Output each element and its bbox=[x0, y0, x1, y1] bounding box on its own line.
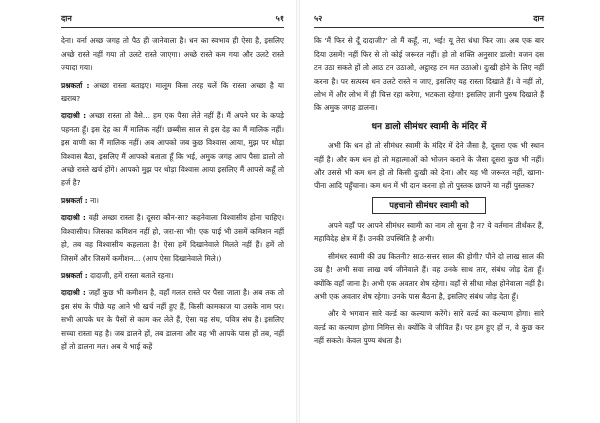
body-paragraph bbox=[314, 219, 544, 246]
dialogue-paragraph bbox=[61, 286, 284, 353]
speaker-label: दादाश्री : bbox=[61, 111, 87, 121]
right-page-number: ५२ bbox=[314, 14, 323, 23]
body-paragraph bbox=[314, 34, 544, 114]
paragraph-text: वही अच्छा रास्ता है। दूसरा कौन-सा? कहनेवाला विश्वासीय होना चाहिए। विश्वासीय। जिसका कमिशन नहीं हो, जरा-सा भी! एक पाई भी उसमें कमिशन नहीं हो, तब वह विश्वासीय कहलाता है! ऐसा हमें दिखानेवाले मिलते नहीं हैं। हमें तो जिसमें और जिसमें कमीशन... (आप ऐसा दिखानेवाले मिले।) bbox=[61, 213, 285, 263]
right-page-header bbox=[314, 12, 544, 28]
body-paragraph bbox=[314, 307, 544, 347]
dialogue-paragraph bbox=[61, 194, 284, 207]
paragraph-text: जहाँ कुछ भी कमीशन है, वहाँ गलत रास्ते पर पैसा जाता है। अब तक तो इस संघ के पीछे यह आने भी खर्च नहीं हुए हैं, किसी कामकाज या उसके नाम पर। सभी आपके घर के पैसों से काम कर लेते हैं, ऐसा यह संघ, पवित्र संघ है। इसलिए सच्चा रास्ता यह है। जब डालने हों, तब डालना और वह भी आपके पास हों तब, नहीं हों तो डालना मत। अब ये भाई कहें bbox=[61, 288, 285, 351]
left-page-header bbox=[61, 12, 284, 28]
dialogue-paragraph bbox=[61, 269, 284, 282]
right-page-body-bottom bbox=[314, 219, 544, 348]
body-paragraph bbox=[61, 34, 284, 74]
speaker-label: प्रश्नकर्ता : bbox=[61, 195, 88, 205]
dialogue-paragraph bbox=[61, 109, 284, 189]
paragraph-text: सीमंधर स्वामी की उम्र कितनी? साठ-सत्तर साल की होगी? पौने दो लाख साल की उम्र है! अभी सवा लाख वर्ष जीनेवाले हैं। वह उनके साथ तार, संबंध जोड़ देता हूँ। क्योंकि वहाँ जाना है। अभी एक अवतार शेष रहेगा। वहाँ से सीधा मोक्ष होनेवाला नहीं है। अभी एक अवतार शेष रहेगा। उनके पास बैठना है, इसलिए संबंध जोड़ देता हूँ। bbox=[314, 251, 544, 301]
paragraph-text: अपने यहाँ पर आपने सीमंधर स्वामी का नाम तो सुना है न? ये वर्तमान तीर्थंकर हैं, महाविदेह क्षेत्र में हैं। उनकी उपस्थिति है अभी। bbox=[314, 220, 544, 244]
left-page-number: ५१ bbox=[275, 14, 284, 23]
paragraph-text: और ये भगवान सारे वर्ल्ड का कल्याण करेंगे। सारे वर्ल्ड का कल्याण होगा। सारे वर्ल्ड का कल्याण होगा निमित्त से। क्योंकि वे जीवित हैं। पर हम हुए हों न, वे कुछ कर नहीं सकते। केवल पुण्य बंधता है। bbox=[314, 309, 544, 346]
dialogue-paragraph bbox=[61, 79, 284, 106]
paragraph-text: कि 'मैं फिर से दूँ दादाजी?' तो मैं कहूँ, ना, भई! यू तेरा धंधा फिर जा। अब एक बार दिया उसमें! नहीं फिर से तो कोई जरूरत नहीं। हो तो शक्ति अनुसार डालो! वजन दस टन उठा सकते हों तो आठ टन उठाओ, अट्ठारह टन मत उठाओ। दुःखी होने के लिए नहीं करना है। पर सत्पस्व धन उलटे रास्ते न जाए, इसलिए यह रास्ता दिखाते हैं। वे नहीं तो, लोभ में और लोभ में ही चित्त रहा करेगा, भटकता रहेगा! इसलिए ज्ञानी पुरुष दिखाते हैं कि अमुक जगह डालना। bbox=[314, 36, 544, 113]
left-header-title: दान bbox=[61, 14, 72, 23]
right-header-title: दान bbox=[533, 14, 544, 23]
speaker-label: दादाश्री : bbox=[61, 288, 86, 298]
body-paragraph bbox=[314, 139, 544, 193]
right-page-body-top bbox=[314, 34, 544, 114]
section-heading: धन डालो सीमंधर स्वामी के मंदिर में bbox=[371, 121, 487, 132]
speaker-label: दादाश्री : bbox=[61, 213, 86, 223]
paragraph-text: देना। वर्ना अच्छ जगह तो पैठ ही जानेवाला है। धन का स्वभाव ही ऐसा है, इसलिए अच्छे रास्ते नहीं गया तो उलटे रास्ते जाएगा। अच्छे रास्ते कम गया और उलटे रास्ते ज्यादा गया। bbox=[61, 36, 284, 73]
boxed-heading-wrap bbox=[314, 197, 544, 214]
body-paragraph bbox=[314, 250, 544, 304]
right-page-body-middle bbox=[314, 139, 544, 193]
speaker-label: प्रश्नकर्ता : bbox=[61, 80, 90, 90]
paragraph-text: अभी कि धन हो तो सीमंधर स्वामी के मंदिर में देने जैसा है, दूसरा एक भी स्थान नहीं है। और कम धन हो तो महात्माओं को भोजन कराने के जैसा दूसरा कुछ भी नहीं। और उससे भी कम धन हो तो किसी दुःखी को देना। और यह भी जरूरत नहीं, खाना-पीना आदि पहुँचाना। कम धन में भी दान करना हो तो पुस्तक छापने या नहीं पुस्तक? bbox=[314, 141, 544, 191]
paragraph-text: दादाजी, हमें रास्ता बताते रहना। bbox=[87, 270, 174, 280]
left-page-body bbox=[61, 34, 284, 353]
paragraph-text: अच्छा रास्ता तो वैसे... हम एक पैसा लेते नहीं हैं। मैं अपने घर के कपड़े पहनता हूँ। इस देह का मैं मालिक नहीं! छब्बीस साल से इस देह का मैं मालिक नहीं। इस वाणी का मैं मालिक नहीं। अब आपको जब कुछ विश्वास आया, मुझ पर थोड़ा विश्वास बैठा, इसलिए मैं आपको बताता हूँ कि भई, अमुक जगह आप पैसा डालो तो अच्छे रास्ते खर्च होंगे। आपको मुझ पर थोड़ा विश्वास आया इसलिए मैं आपसे कहूँ तो हर्ज है? bbox=[61, 111, 284, 188]
paragraph-text: ना। bbox=[87, 195, 99, 205]
speaker-label: प्रश्नकर्ता : bbox=[61, 270, 88, 280]
right-page bbox=[300, 0, 600, 423]
paragraph-text: अच्छा रास्ता बताइए। मालूम किस तरह चलें कि रास्ता अच्छा है या खराब? bbox=[61, 80, 284, 104]
left-page bbox=[0, 0, 296, 423]
boxed-heading: पहचानो सीमंधर स्वामी को bbox=[372, 197, 486, 214]
dialogue-paragraph bbox=[61, 211, 284, 265]
